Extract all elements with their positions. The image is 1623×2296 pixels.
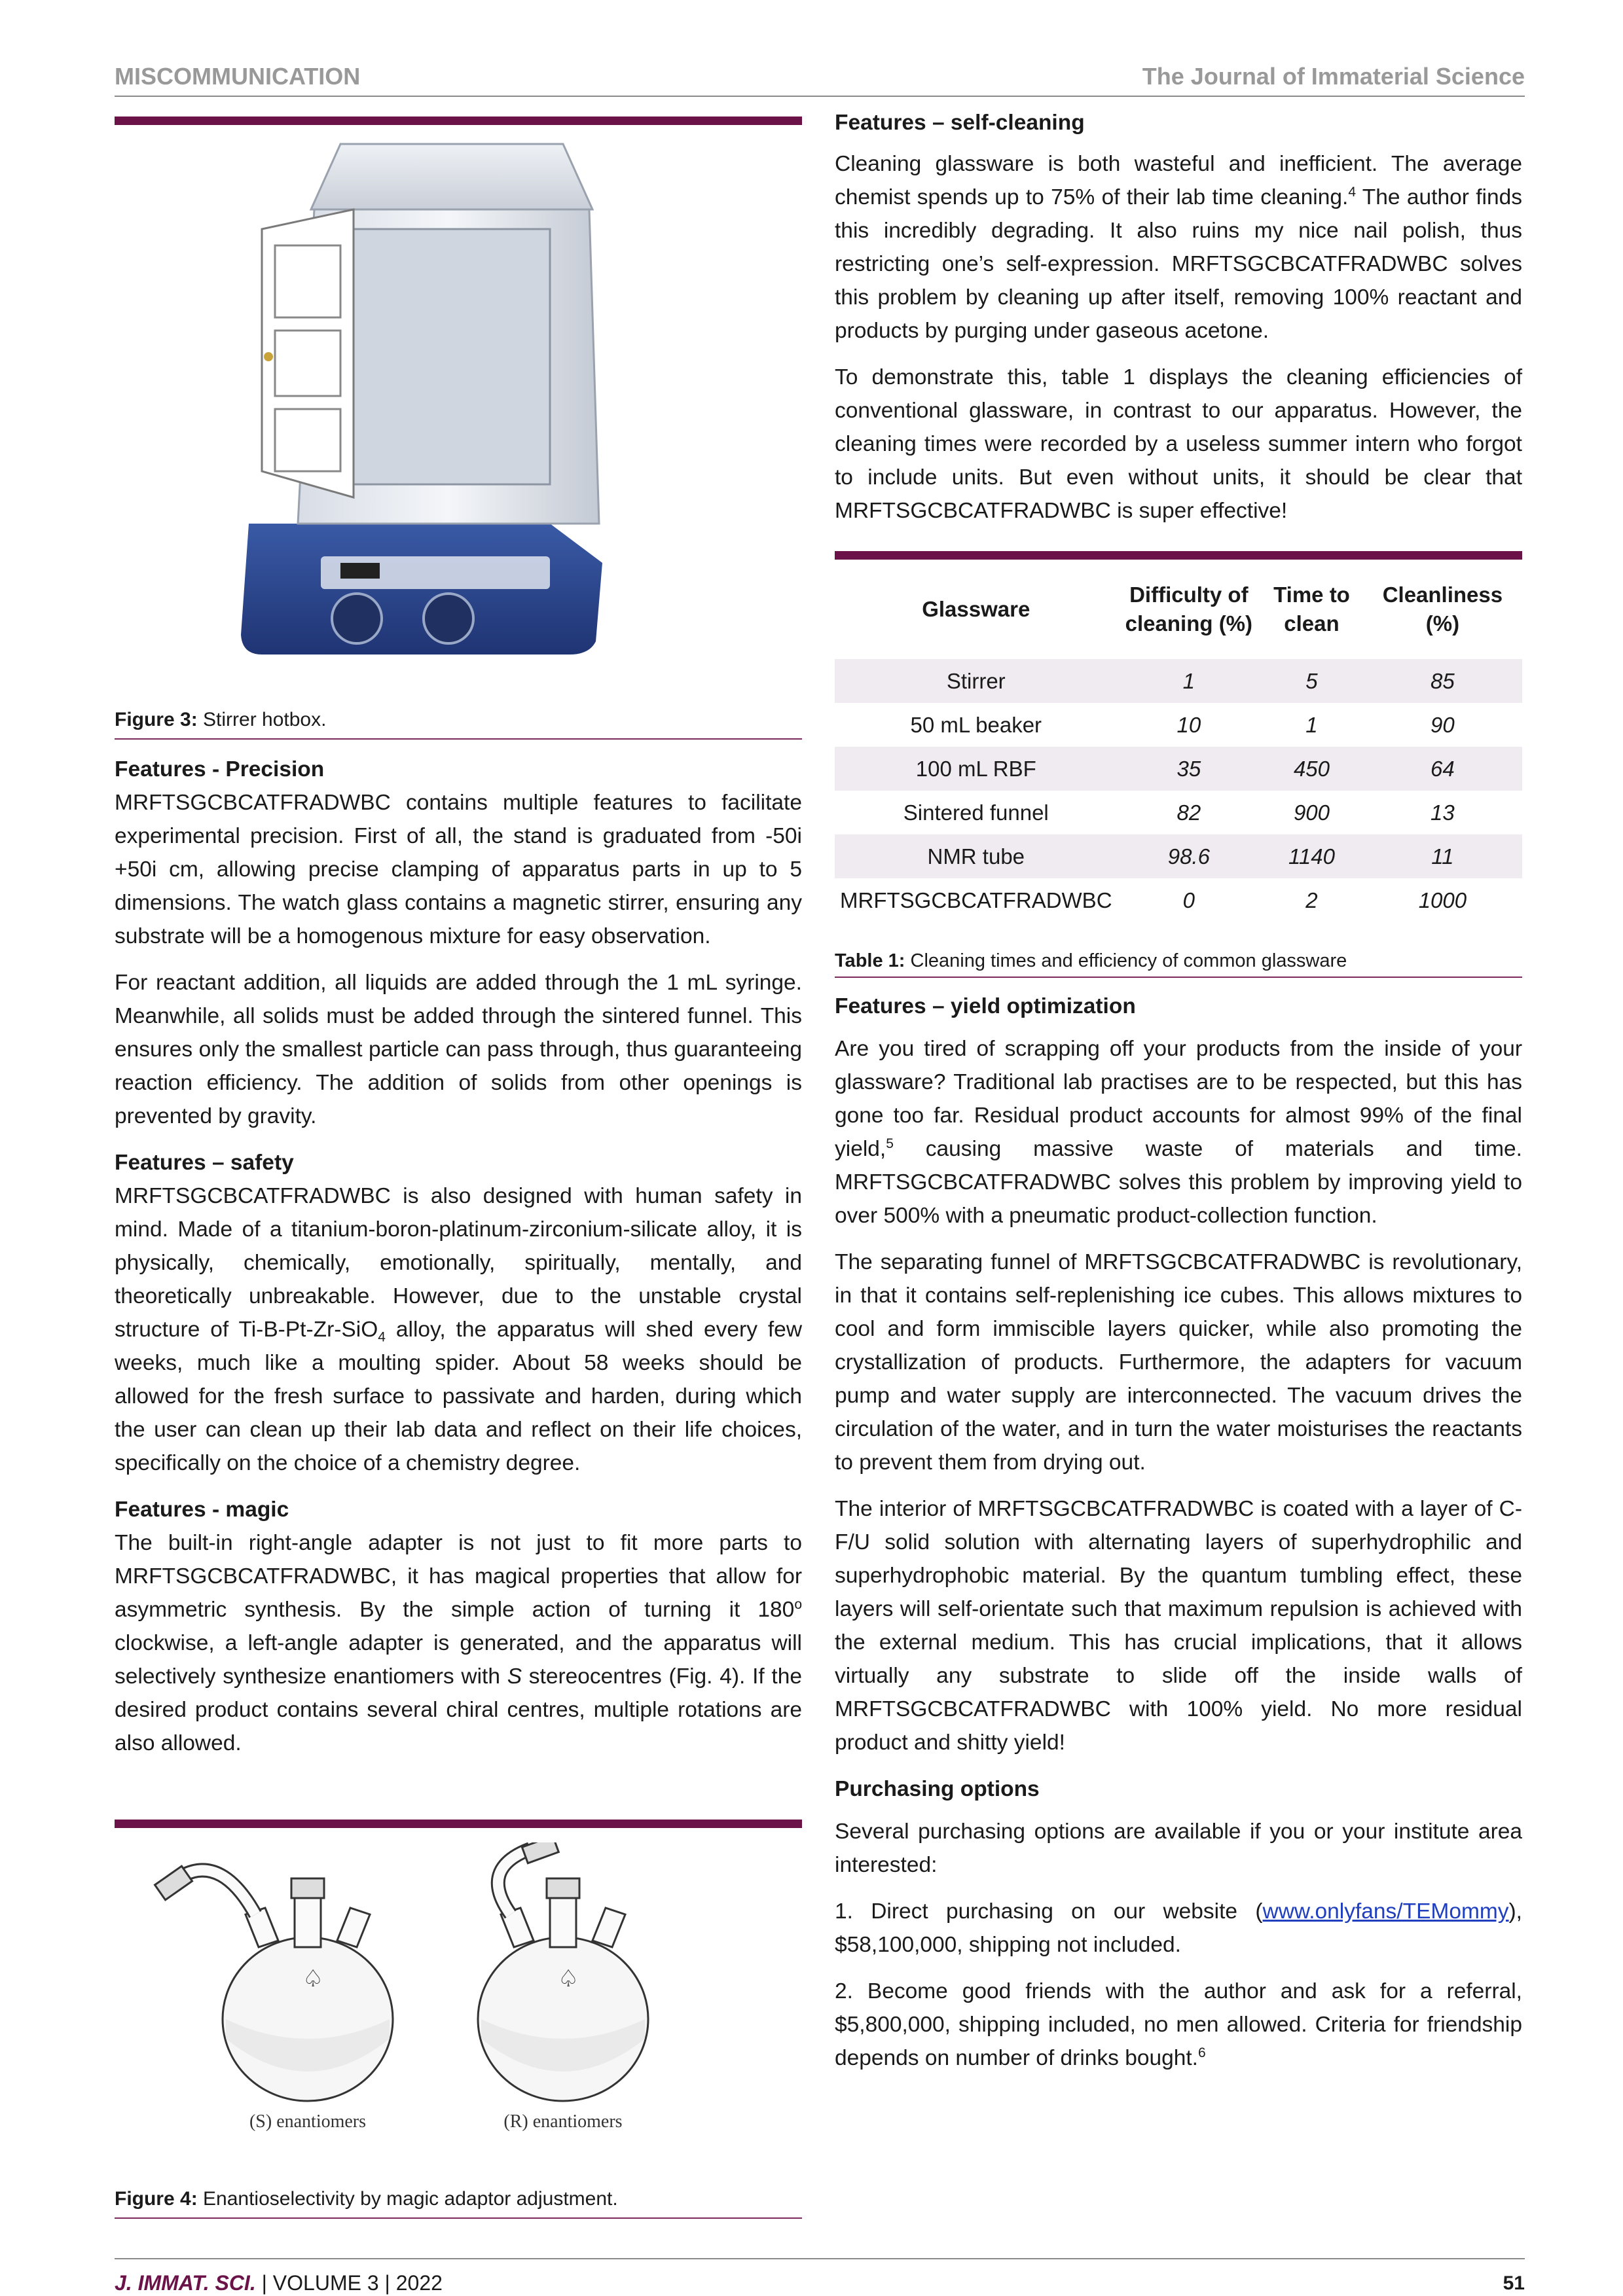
selfclean-paragraph-2: To demonstrate this, table 1 displays the cleaning efficiencies of conventional glassware, in contrast to our apparatus. However, the cleaning times were recorded by a useless summer intern who forgot to include units. But even without units, it should be clear that MRFTSGCBCATFRADWBC is super effective! — [835, 365, 1522, 523]
magic-s-italic: S — [507, 1664, 522, 1689]
table-header-time: Time to clean — [1273, 583, 1350, 636]
table-header-difficulty: Difficulty of cleaning (%) — [1125, 583, 1253, 636]
table-cell: 1 — [1118, 659, 1261, 703]
selfclean-text-b: The author finds this incredibly degrading. It also ruins my nice nail polish, thus restricting one’s self-expression. MRFTSGCBCATFRADWBC solves this problem by cleaning up after itself, removing 100% reactant and products by purging under gaseous acetone. — [835, 185, 1523, 343]
magic-paragraph — [115, 1526, 802, 1760]
table-cell: MRFTSGCBCATFRADWBC — [840, 888, 1112, 912]
safety-text-a: MRFTSGCBCATFRADWBC is also designed with human safety in mind. Made of a titanium-boron-platinum-zirconium-silicate alloy, it is physically, chemically, emotionally, spiritually, mentally, and theoretically unbreakable. However, due to the unstable crystal structure of Ti-B-Pt-Zr-SiO — [115, 1184, 802, 1342]
knob-left — [332, 594, 382, 643]
figure4-top-bar — [115, 1820, 802, 1828]
purchase-text-b: ), $58,100,000, shipping not included. — [835, 1899, 1522, 1957]
selfclean-superscript: 4 — [1348, 184, 1356, 200]
cleaning-table — [835, 560, 1522, 922]
table-row — [835, 878, 1522, 922]
display-panel — [340, 563, 380, 579]
magic-superscript: o — [794, 1596, 802, 1612]
figure4-caption-rule — [115, 2217, 802, 2219]
table-caption-text: Cleaning times and efficiency of common glassware — [905, 950, 1347, 971]
safety-subscript: 4 — [378, 1329, 386, 1345]
yield-paragraph-2: The separating funnel of MRFTSGCBCATFRADWBC is revolutionary, in that it contains self-replenishing ice cubes. This allows mixtures to cool and form immiscible layers quicker, while also promoting the crystallization of products. Furthermore, the adapters for vacuum pump and water supply are interconnected. The vacuum drives the circulation of the water, and in turn the water moisturises the reactants to prevent them from drying out. — [835, 1250, 1522, 1475]
table-row — [835, 791, 1522, 834]
page-number: 51 — [1503, 2272, 1525, 2294]
purchase-heading: Purchasing options — [835, 1777, 1040, 1801]
precision-paragraph-1: MRFTSGCBCATFRADWBC contains multiple features to facilitate experimental precision. First of all, the stand is graduated from -50i +50i cm, allowing precise clamping of apparatus parts in up to 5 dimensions. The watch glass contains a magnetic stirrer, ensuring any substrate will be a homogenous mixture for easy observation. — [115, 791, 802, 948]
table-cell: 2 — [1305, 888, 1318, 912]
table-row — [835, 834, 1522, 878]
table-cell: 0 — [1182, 888, 1195, 912]
figure4-caption — [115, 2186, 618, 2212]
footer-divider — [115, 2258, 1525, 2259]
selfclean-paragraph-1 — [835, 147, 1522, 348]
selfclean-heading: Features – self-cleaning — [835, 111, 1085, 135]
running-header-right: The Journal of Immaterial Science — [1142, 63, 1525, 90]
door-knob — [264, 352, 273, 361]
table-cell: 64 — [1363, 747, 1522, 791]
magic-text-b: clockwise, a left-angle adapter is generated, and the apparatus will selectively synthesize enantiomers with — [115, 1631, 802, 1689]
hood-top — [311, 144, 593, 209]
yield-heading: Features – yield optimization — [835, 994, 1136, 1018]
flask-s — [155, 1866, 393, 2101]
table-cell: 450 — [1260, 747, 1363, 791]
purchase-paragraph-3 — [835, 1975, 1522, 2075]
figure3-caption-label: Figure 3: — [115, 709, 198, 730]
footer-journal-name: J. IMMAT. SCI. — [115, 2271, 256, 2295]
hood-opening — [354, 229, 550, 484]
precision-heading: Features - Precision — [115, 757, 325, 781]
table-cell: 1000 — [1418, 888, 1467, 912]
yield-superscript: 5 — [886, 1136, 894, 1151]
figure4-caption-text: Enantioselectivity by magic adaptor adjustment. — [197, 2188, 618, 2210]
precision-paragraph-2: For reactant addition, all liquids are added through the 1 mL syringe. Meanwhile, all solids must be added through the sintered funnel. This ensures only the smallest particle can pass through, thus guaranteeing reaction efficiency. The addition of solids from other openings is prevented by gravity. — [115, 971, 802, 1128]
table-caption-rule — [835, 977, 1522, 978]
flask-r — [478, 1842, 648, 2101]
table-header-glassware: Glassware — [922, 597, 1030, 621]
magic-heading: Features - magic — [115, 1498, 289, 1522]
table-cell: 85 — [1363, 659, 1522, 703]
table-row — [835, 659, 1522, 703]
yield-text-b: causing massive waste of materials and time. MRFTSGCBCATFRADWBC solves this problem by improving yield to over 500% with a pneumatic product-collection function. — [835, 1137, 1522, 1228]
table-cell: 1140 — [1260, 834, 1363, 878]
table-cell: 11 — [1363, 834, 1522, 878]
table-cell: 900 — [1293, 800, 1330, 825]
yield-paragraph-1 — [835, 1032, 1522, 1232]
table-cell: Sintered funnel — [903, 800, 1049, 825]
safety-paragraph — [115, 1179, 802, 1480]
table-row — [835, 747, 1522, 791]
table-caption — [835, 948, 1347, 974]
purchase-paragraph-1: Several purchasing options are available if you or your institute area interested: — [835, 1820, 1522, 1877]
yield-text-a: Are you tired of scrapping off your products from the inside of your glassware? Traditional lab practises are to be respected, but this has gone too far. Residual product accounts for almost 99% of the final yield, — [835, 1037, 1522, 1161]
footer-volume-year: | VOLUME 3 | 2022 — [255, 2271, 443, 2295]
running-header-left: MISCOMMUNICATION — [115, 63, 361, 90]
table-cell: 35 — [1118, 747, 1261, 791]
figure3-caption — [115, 707, 326, 733]
table-cell: 50 mL beaker — [910, 712, 1042, 737]
right-column-bottom — [835, 990, 1522, 2088]
selfclean-text-a: Cleaning glassware is both wasteful and inefficient. The average chemist spends up to 75% of their lab time cleaning. — [835, 152, 1522, 209]
table-cell: 90 — [1431, 712, 1455, 737]
website-link[interactable]: www.onlyfans/TEMommy — [1262, 1899, 1509, 1924]
yield-paragraph-3: The interior of MRFTSGCBCATFRADWBC is coated with a layer of C-F/U solid solution with alternating layers of superhydrophilic and superhydrophobic material. By the quantum tumbling effect, these layers will self-orientate such that maximum repulsion is achieved with the external medium. This has crucial implications, that it allows virtually any substrate to slide off the inside walls of MRFTSGCBCATFRADWBC with 100% yield. No more residual product and shitty yield! — [835, 1497, 1522, 1755]
table-cell: 1 — [1305, 712, 1318, 737]
safety-heading: Features – safety — [115, 1151, 294, 1175]
figure3-caption-text: Stirrer hotbox. — [197, 709, 327, 730]
figure3-stirrer-hotbox-image — [236, 131, 615, 655]
purchase-superscript: 6 — [1198, 2045, 1206, 2060]
svg-text:♤: ♤ — [558, 1965, 579, 1992]
table-cell: Stirrer — [835, 659, 1118, 703]
safety-text-b: alloy, the apparatus will shed every few weeks, much like a moulting spider. About 58 weeks should be allowed for the fresh surface to passivate and harden, during which the user can clean up their lab data and reflect on their life choices, specifically on the choice of a chemistry degree. — [115, 1318, 803, 1475]
footer-journal — [115, 2271, 443, 2295]
table-cell: 82 — [1176, 800, 1201, 825]
header-divider — [115, 96, 1525, 97]
table-header-row — [835, 560, 1522, 659]
figure4-caption-label: Figure 4: — [115, 2188, 198, 2210]
magic-text-c: stereocentres (Fig. 4). If the desired product contains several chiral centres, multiple rotations are also allowed. — [115, 1664, 802, 1755]
label-s-enantiomers: (S) enantiomers — [249, 2111, 367, 2132]
left-column — [115, 753, 802, 1773]
table-cell: 98.6 — [1118, 834, 1261, 878]
table-row — [835, 703, 1522, 747]
table-cell: 13 — [1431, 800, 1455, 825]
magic-text-a: The built-in right-angle adapter is not just to fit more parts to MRFTSGCBCATFRADWBC, it has magical properties that allow for asymmetric synthesis. By the simple action of turning it 180 — [115, 1531, 802, 1622]
table-top-bar — [835, 551, 1522, 560]
table-caption-label: Table 1: — [835, 950, 905, 971]
table-cell: NMR tube — [835, 834, 1118, 878]
table-header-cleanliness: Cleanliness (%) — [1382, 583, 1503, 636]
table-cell: 100 mL RBF — [835, 747, 1118, 791]
figure3-caption-rule — [115, 738, 802, 740]
purchase-text-a: 1. Direct purchasing on our website ( — [835, 1899, 1263, 1924]
right-column-top — [835, 106, 1522, 541]
purchase-text-c: 2. Become good friends with the author and ask for a referral, $5,800,000, shipping included, no men allowed. Criteria for friendship depends on number of drinks bought. — [835, 1979, 1522, 2070]
purchase-paragraph-2 — [835, 1895, 1522, 1962]
table-cell: 5 — [1260, 659, 1363, 703]
svg-text:♤: ♤ — [302, 1965, 324, 1992]
knob-right — [424, 594, 473, 643]
label-r-enantiomers: (R) enantiomers — [503, 2111, 623, 2132]
figure4-enantiomer-flasks-image — [131, 1842, 707, 2137]
figure3-top-bar — [115, 117, 802, 125]
table-cell: 10 — [1176, 712, 1201, 737]
